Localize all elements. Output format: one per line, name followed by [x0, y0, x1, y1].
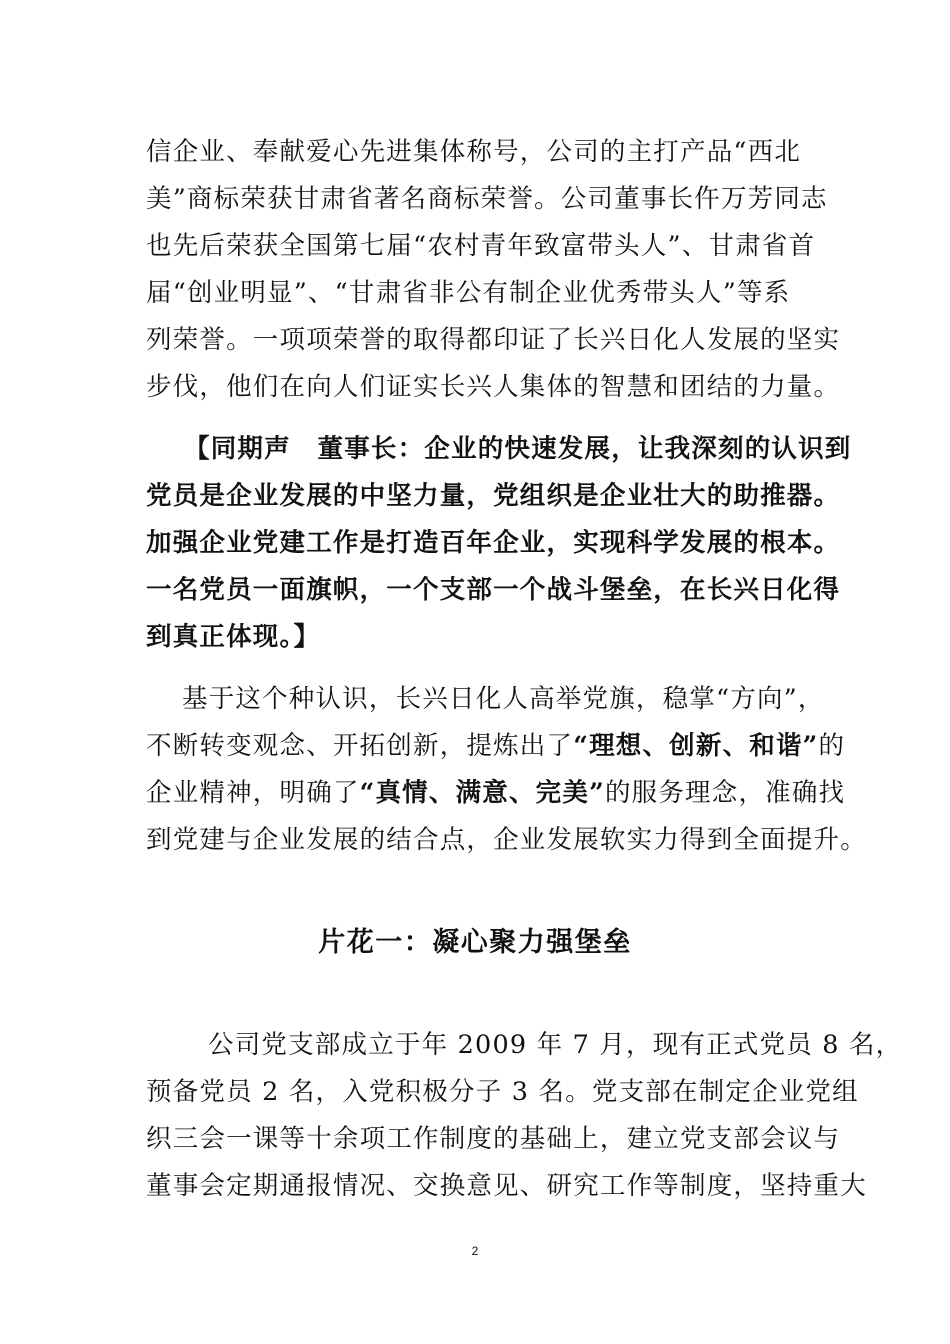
paragraph-line: 美”商标荣获甘肃省著名商标荣誉。公司董事长仵万芳同志 — [146, 184, 828, 214]
quote-line: 加强企业党建工作是打造百年企业，实现科学发展的根本。 — [146, 528, 841, 558]
paragraph-line: 基于这个种认识，长兴日化人高举党旗，稳掌“方向”， — [182, 684, 825, 714]
plain-text: 的 — [818, 731, 846, 761]
quote-line: 到真正体现。】 — [146, 622, 321, 652]
quote-line: 一名党员一面旗帜，一个支部一个战斗堡垒，在长兴日化得 — [146, 575, 841, 605]
paragraph-line: 列荣誉。一项项荣誉的取得都印证了长兴日化人发展的坚实 — [146, 325, 841, 355]
paragraph-line: 公司党支部成立于年 2009 年 7 月，现有正式党员 8 名， — [208, 1030, 903, 1060]
paragraph-line — [146, 775, 846, 811]
quote-line: 党员是企业发展的中坚力量，党组织是企业壮大的助推器。 — [146, 481, 841, 511]
page-number: 2 — [471, 1244, 479, 1258]
plain-text: 的服务理念，准确找 — [604, 778, 846, 808]
paragraph-line: 织三会一课等十余项工作制度的基础上，建立党支部会议与 — [146, 1124, 841, 1154]
paragraph-line: 预备党员 2 名，入党积极分子 3 名。党支部在制定企业党组 — [146, 1077, 859, 1107]
paragraph-line: 董事会定期通报情况、交换意见、研究工作等制度，坚持重大 — [146, 1171, 867, 1201]
plain-text: 企业精神，明确了 — [146, 778, 360, 808]
paragraph-line: 届“创业明显”、“甘肃省非公有制企业优秀带头人”等系 — [146, 278, 791, 308]
paragraph-line: 步伐，他们在向人们证实长兴人集体的智慧和团结的力量。 — [146, 372, 841, 402]
paragraph-line: 也先后荣获全国第七届“农村青年致富带头人”、甘肃省首 — [146, 231, 816, 261]
section-heading: 片花一：凝心聚力强堡垒 — [318, 927, 632, 958]
quote-line: 【同期声 董事长：企业的快速发展，让我深刻的认识到 — [184, 434, 852, 464]
emphasis-text: “真情、满意、完美” — [359, 778, 605, 808]
paragraph-line — [146, 728, 846, 764]
plain-text: 不断转变观念、开拓创新，提炼出了 — [146, 731, 574, 761]
paragraph-line: 到党建与企业发展的结合点，企业发展软实力得到全面提升。 — [146, 825, 867, 855]
paragraph-line: 信企业、奉献爱心先进集体称号，公司的主打产品“西北 — [146, 137, 802, 167]
emphasis-text: “理想、创新、和谐” — [573, 731, 819, 761]
